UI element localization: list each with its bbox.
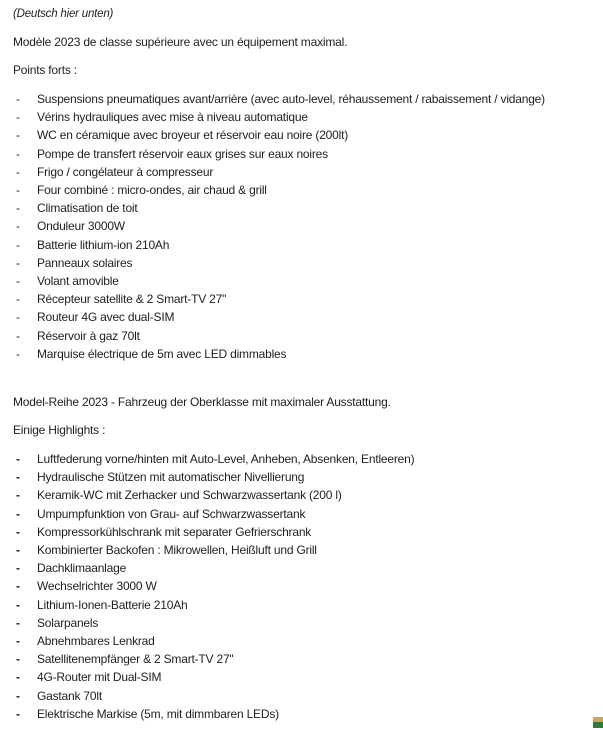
list-item [16,577,593,595]
list-item-text: Suspensions pneumatiques avant/arrière (avec auto-level, réhaussement / rabaissement / vidange) [37,92,545,106]
bullet-dash: - [16,237,20,252]
list-item [16,308,593,326]
list-item [16,559,593,577]
bullet-dash: - [16,255,20,270]
list-item-text: Climatisation de toit [37,201,138,216]
list-item-text: Réservoir à gaz 70lt [37,328,140,343]
list-item [16,290,593,308]
list-item-text: WC en céramique avec broyeur et réservoir eau noire (200lt) [37,128,349,143]
list-item-text: Four combiné : micro-ondes, air chaud & grill [37,183,267,198]
list-item-text: Elektrische Markise (5m, mit dimmbaren LEDs) [37,706,279,721]
list-item-text: Luftfederung vorne/hinten mit Auto-Level, Anheben, Absenken, Entleeren) [37,452,415,467]
bullet-dash: - [16,346,20,361]
german-list-title: Einige Highlights : [13,423,106,438]
french-feature-list [16,90,593,363]
bullet-dash: - [16,706,20,721]
list-item [16,145,593,163]
list-item [16,90,593,108]
list-item-text: Keramik-WC mit Zerhacker und Schwarzwassertank (200 l) [37,488,342,503]
bullet-dash: - [16,597,20,612]
list-item [16,181,593,199]
list-item [16,486,593,504]
list-item-text: Frigo / congélateur à compresseur [37,164,214,179]
list-item-text: Dachklimaanlage [37,561,127,576]
bullet-dash: - [16,92,20,106]
list-item [16,632,593,650]
fragment-bottom-band [593,722,603,728]
list-item-text: Vérins hydrauliques avec mise à niveau automatique [37,110,308,125]
list-item-text: Panneaux solaires [37,255,133,270]
bullet-dash: - [16,488,20,503]
section-german [13,395,593,723]
list-item [16,254,593,272]
bullet-dash: - [16,128,20,143]
bullet-dash: - [16,688,20,703]
list-item [16,650,593,668]
section-french [13,35,593,363]
list-item-text: Onduleur 3000W [37,219,125,234]
list-item-text: 4G-Router mit Dual-SIM [37,670,162,685]
german-intro: Model-Reihe 2023 - Fahrzeug der Oberklasse mit maximaler Ausstattung. [13,395,391,410]
french-list-title: Points forts : [13,63,77,77]
list-item-text: Gastank 70lt [37,688,102,703]
bullet-dash: - [16,634,20,649]
list-item [16,668,593,686]
french-intro: Modèle 2023 de classe supérieure avec un équipement maximal. [13,35,348,49]
bullet-dash: - [16,164,20,179]
list-item-text: Batterie lithium-ion 210Ah [37,237,170,252]
list-item [16,163,593,181]
bullet-dash: - [16,452,20,467]
list-item [16,236,593,254]
list-item [16,705,593,723]
list-item [16,450,593,468]
bullet-dash: - [16,524,20,539]
bullet-dash: - [16,328,20,343]
list-item-text: Récepteur satellite & 2 Smart-TV 27" [37,292,227,307]
bullet-dash: - [16,201,20,216]
list-item-text: Hydraulische Stützen mit automatischer Nivellierung [37,470,305,485]
list-item [16,108,593,126]
list-item-text: Marquise électrique de 5m avec LED dimmables [37,346,287,361]
list-item [16,687,593,705]
bullet-dash: - [16,219,20,234]
bullet-dash: - [16,110,20,125]
bullet-dash: - [16,274,20,289]
partial-image-fragment [593,717,603,728]
list-item-text: Lithium-Ionen-Batterie 210Ah [37,597,188,612]
language-note: (Deutsch hier unten) [13,8,114,20]
list-item [16,126,593,144]
list-item-text: Satellitenempfänger & 2 Smart-TV 27" [37,652,234,667]
bullet-dash: - [16,470,20,485]
bullet-dash: - [16,183,20,198]
german-feature-list [16,450,593,723]
bullet-dash: - [16,579,20,594]
bullet-dash: - [16,292,20,307]
bullet-dash: - [16,561,20,576]
list-item [16,199,593,217]
list-item-text: Kompressorkühlschrank mit separater Gefrierschrank [37,524,312,539]
list-item-text: Solarpanels [37,615,99,630]
list-item [16,505,593,523]
bullet-dash: - [16,506,20,521]
list-item [16,327,593,345]
list-item [16,523,593,541]
list-item-text: Pompe de transfert réservoir eaux grises sur eaux noires [37,146,328,161]
bullet-dash: - [16,670,20,685]
list-item-text: Routeur 4G avec dual-SIM [37,310,175,325]
list-item-text: Kombinierter Backofen : Mikrowellen, Heißluft und Grill [37,543,317,558]
list-item-text: Wechselrichter 3000 W [37,579,157,594]
bullet-dash: - [16,652,20,667]
list-item [16,596,593,614]
bullet-dash: - [16,310,20,325]
list-item-text: Umpumpfunktion von Grau- auf Schwarzwassertank [37,506,306,521]
list-item [16,345,593,363]
list-item [16,468,593,486]
list-item-text: Volant amovible [37,274,119,289]
bullet-dash: - [16,615,20,630]
list-item [16,541,593,559]
list-item-text: Abnehmbares Lenkrad [37,634,155,649]
list-item [16,217,593,235]
list-item [16,614,593,632]
bullet-dash: - [16,146,20,161]
list-item [16,272,593,290]
bullet-dash: - [16,543,20,558]
